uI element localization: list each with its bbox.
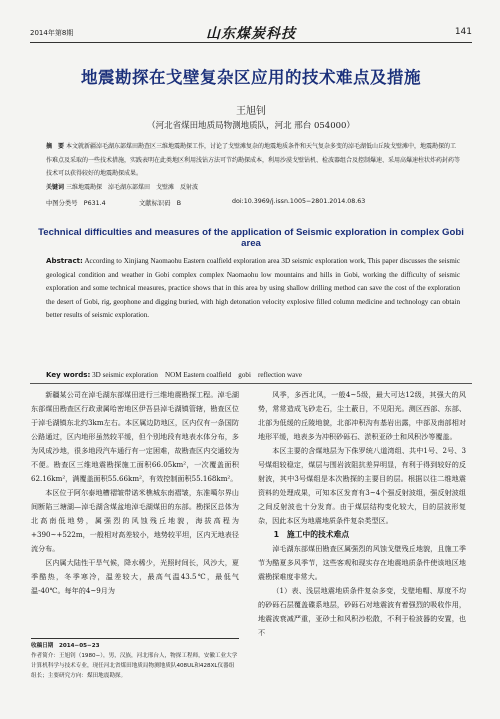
- keywords-zh-label: 关键词: [46, 183, 65, 191]
- body-paragraph: 风季，多西北风，一般4~5级，最大可达12级，其强大的风势，常常造成飞砂走石，尘土蔽日，不见阳光。测区西部、东部、北部为低缓的丘陵地貌，北部冲积沟有基岩出露，中部及南部相对地形平缓，地表多为冲积砂砾石、淤积亚砂土和风积沙等覆盖。: [258, 390, 466, 441]
- journal-name: 山东煤炭科技: [206, 26, 296, 42]
- keywords-en-text: 3D seismic exploration NOM Eastern coalfield gobi reflection wave: [92, 371, 302, 379]
- keywords-en-label: Key words:: [46, 370, 91, 379]
- page-number: 141: [454, 27, 472, 37]
- body-paragraph: 新疆某公司在淖毛湖东部煤田进行三维地震勘探工程。淖毛湖东部煤田勘查区行政隶属哈密地区伊吾县淖毛湖镇管辖，勘查区位于淖毛湖镇东北约3km左右。本区属边防地区，区内仅有一条国防公路通过，区内地形虽然较平缓，但个别地段有地表水体分布，多为风成沙地，很多地段汽车通行有一定困难，故勘查区内交通较为不便。勘查区三维地震勘探施工面积66.05km²，一次覆盖面积62.16km²，满覆盖面积55.66km²，有效控制面积55.168km²。: [31, 390, 239, 483]
- abstract-en-text: According to Xinjiang Naomaohu Eastern coalfield exploration area 3D seismic exploration work, This paper discusses the seismic geological condition and weather in Gobi complex complex Naomaohu low mountains and hills in Gobi, working the difficulty of seismic exploration and some technical measures, practice shows that in this area by using shallow drilling method can save the cost of the exploration the desert of Gobi, rig, geophone and digging buried, with high detonation velocity explosive filled column medicine and technology can obtain better results of seismic exploration.: [46, 257, 460, 320]
- clc-number: 中图分类号 P631.4: [46, 200, 106, 207]
- divider: [30, 383, 472, 384]
- abstract-zh-text: 本文就新疆淖毛湖东部煤田勘查区三维地震勘探工作，讨论了戈壁滩复杂的地震地质条件和天气复杂多变的淖毛湖低山丘陵戈壁滩中，地震勘探的工作难点及采取的一些技术措施，实践表明在此类地区利用浅钻方法可节约勘探成本，利用沙漠戈壁钻机、检波器组合及控制爆速、采用高爆速柱状炸药封药等技术可以获得较好的地震勘探成果。: [46, 143, 461, 177]
- body-column-left: [31, 388, 239, 598]
- body-paragraph: 淖毛湖东部煤田勘查区属强烈的风蚀戈壁残丘地貌，且施工季节为酷夏多风季节，这些客观和现实存在地震地质条件使该地区地震勘探难度非常大。: [258, 544, 466, 581]
- body-paragraph: 本区主要的含煤地层为下侏罗统八道湾组、共中1号、2号、3号煤组较稳定，煤层与围岩波阻抗差异明显，有利于得到较好的反射波，其中3号煤组是本次勘探的主要目的层。根据以往二维地震资料的处理成果，可知本区发育有3~4个强反射波组，强反射波组之间反射波也十分发育。由于煤层结构变化较大，目的层波形复杂，因此本区为地震地质条件复杂类型区。: [258, 446, 466, 525]
- author-bio: 作者简介：王旭钊（1980−），男，汉族，河北邢台人，物探工程师，安徽工业大学计算机科学与技术专业，现任河北省煤田地质局物测地质队408UL和428XL仪器组组长；主要研究方向：煤田地震勘探。: [31, 653, 238, 679]
- body-paragraph: 本区位于阿尔泰地槽褶皱带诺米樵城东南褶皱，东准噶尔界山间断陷三塘湖—淖毛湖含煤盆地淖毛湖煤田的东部。勘探区总体为北高南低地势，属强烈的风蚀残丘地貌，海拔高程为+390~+522m，一般相对高差较小，地势较平坦，区内无地表径流分布。: [31, 488, 239, 553]
- received-date: 收稿日期 2014−05−23: [31, 643, 100, 649]
- abstract-en-label: Abstract:: [46, 256, 83, 265]
- issue-label: 2014年第8期: [30, 29, 74, 37]
- abstract-zh-label: 摘 要: [46, 143, 65, 150]
- abstract-zh: [46, 140, 460, 194]
- body-paragraph: （1）表、浅层地震地质条件复杂多变，戈壁地帽、厚度不均的砂砾石层覆盖碟系地层，砂砾石对地震波有着强烈的吸收作用，地震波衰减严重，亚砂土和风积沙松散，不利于检波器的安置，也不: [258, 586, 466, 637]
- abstract-en: [46, 254, 460, 323]
- section-heading: 1 施工中的技术难点: [273, 530, 350, 539]
- page-header: [30, 22, 472, 43]
- article-title: 地震勘探在戈壁复杂区应用的技术难点及措施: [81, 68, 421, 87]
- keywords-en: [46, 370, 460, 380]
- body-column-right: [258, 388, 466, 640]
- author-affiliation: （河北省煤田地质局物测地质队，河北 邢台 054000）: [147, 121, 355, 131]
- body-paragraph: 区内属大陆性干旱气候，降水稀少，光照时间长，风沙大，夏季酷热，冬季寒冷，温差较大，最高气温43.5℃，最低气温-40℃。每年的4~9月为: [31, 558, 239, 595]
- english-title: Technical difficulties and measures of the application of Seismic exploration in complex Gobi area: [38, 227, 464, 249]
- footnote: [31, 638, 239, 681]
- author-name: 王旭钊: [236, 106, 266, 117]
- keywords-zh-text: 三维地震勘探 淖毛湖东部煤田 戈壁滩 反射波: [65, 183, 198, 191]
- document-code: 文献标识码 B: [139, 200, 182, 207]
- doi: doi:10.3969/j.issn.1005−2801.2014.08.63: [232, 198, 366, 205]
